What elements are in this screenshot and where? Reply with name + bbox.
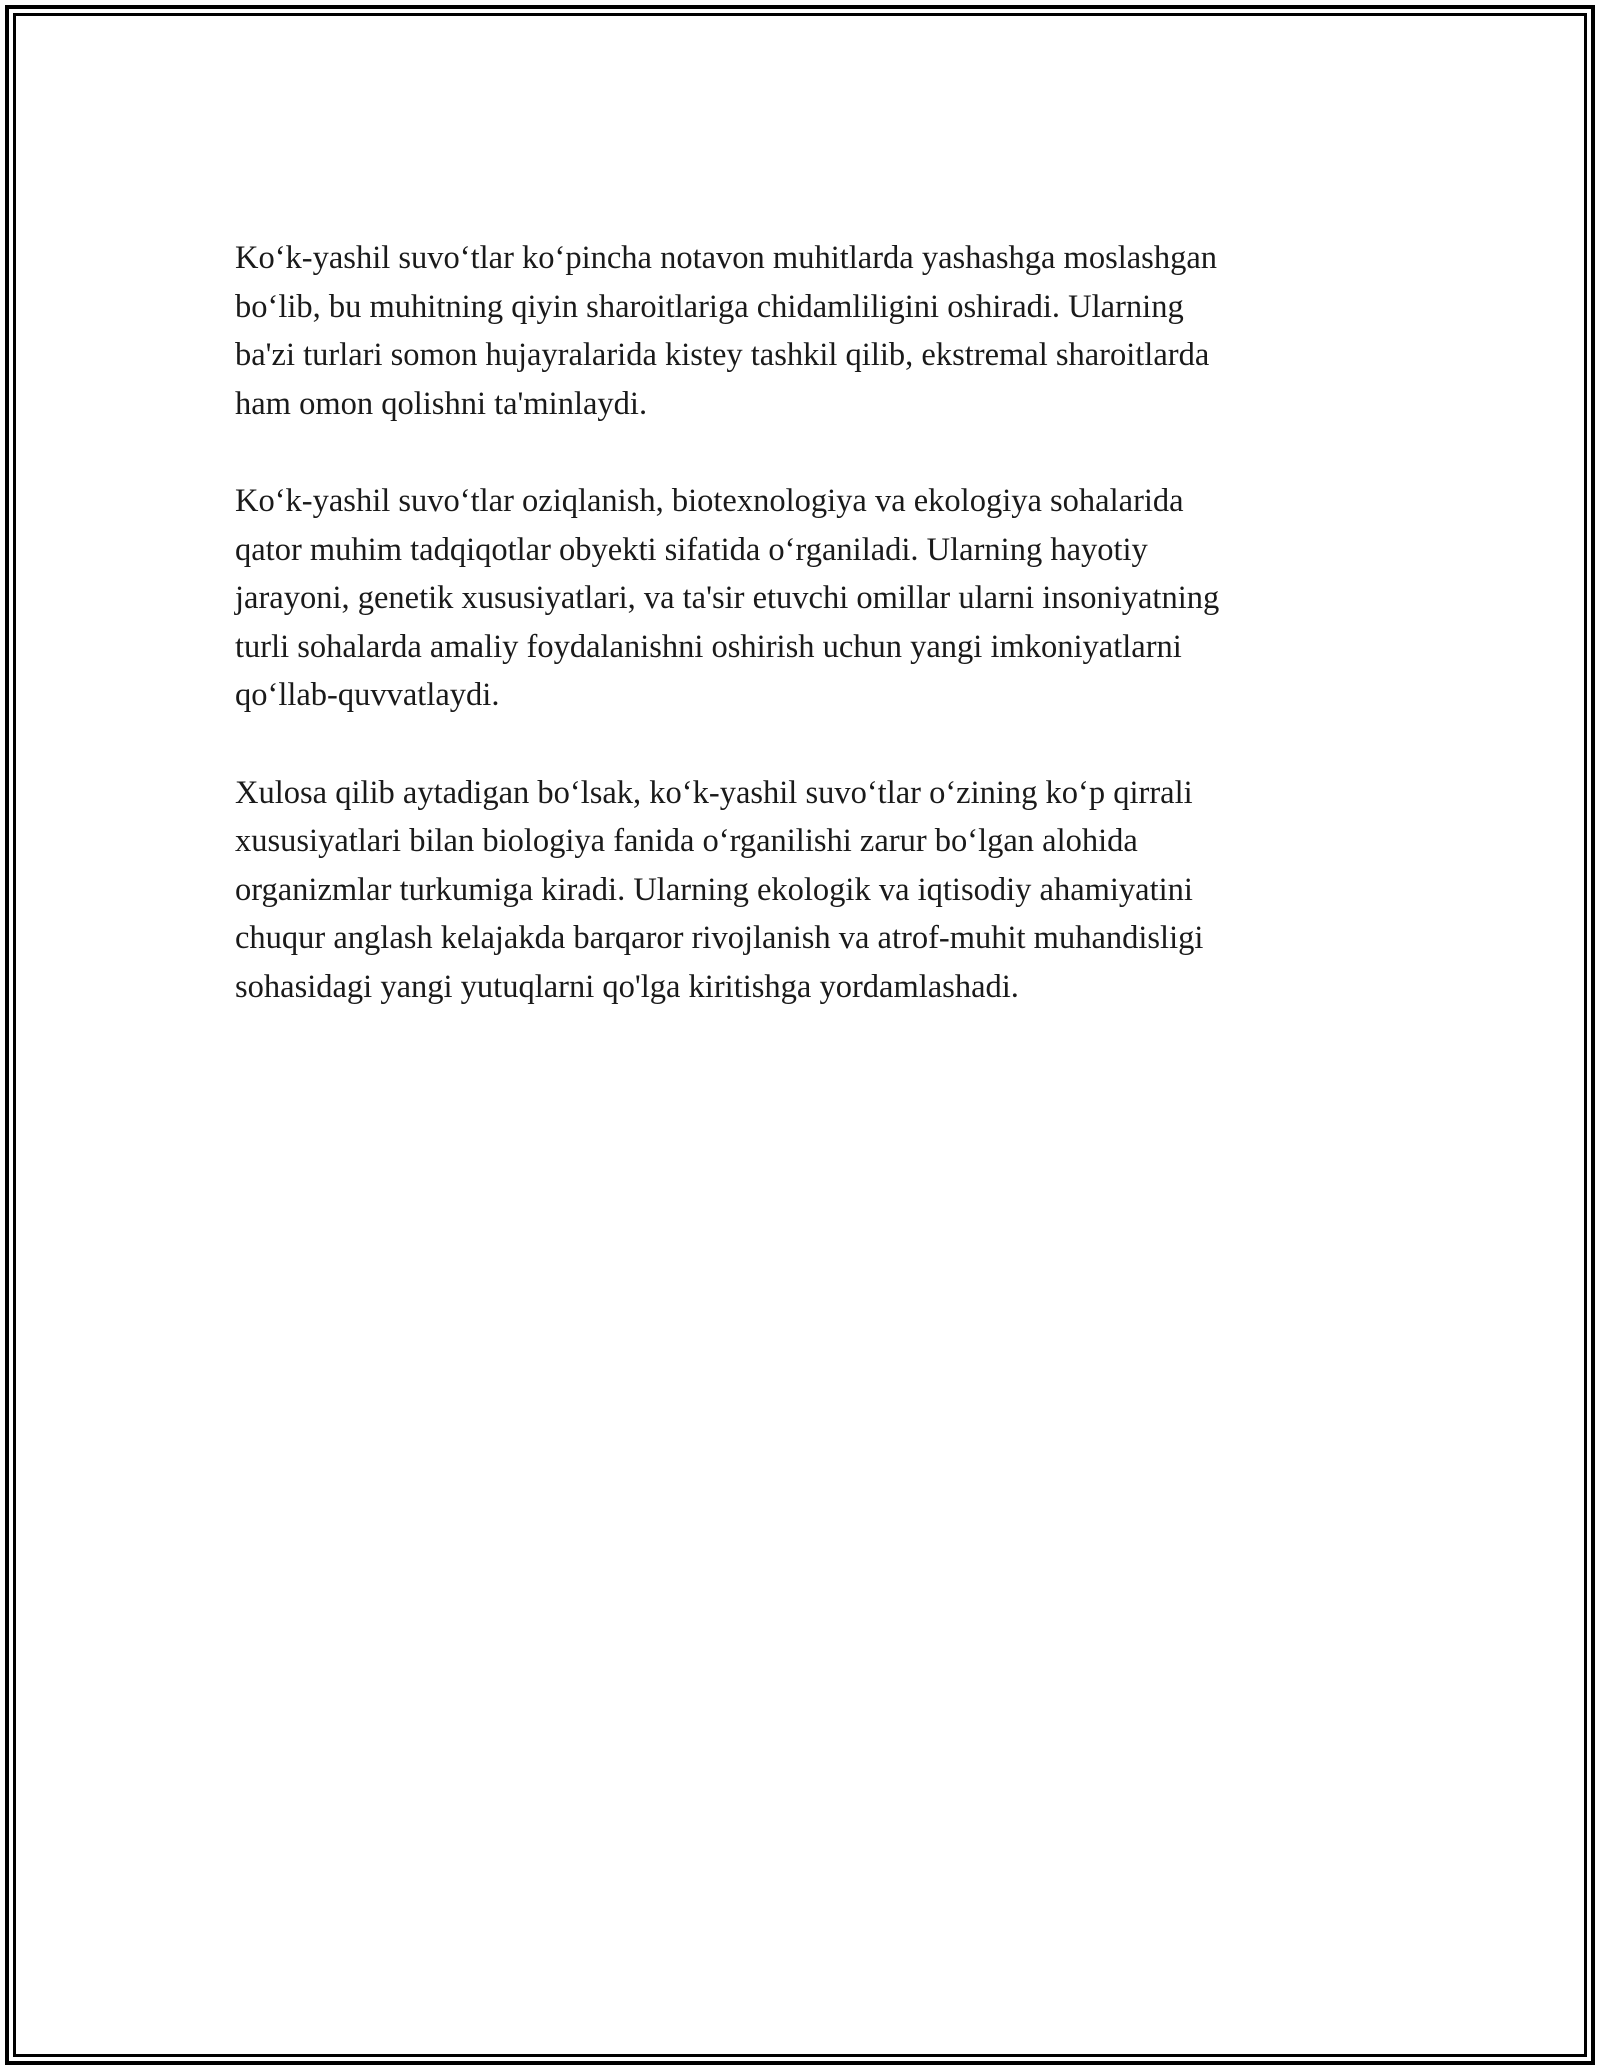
text-line: turli sohalarda amaliy foydalanishni oshirish uchun yangi imkoniyatlarni — [235, 628, 1182, 665]
text-line: boʻlib, bu muhitning qiyin sharoitlariga chidamliligini oshiradi. Ularning — [235, 288, 1184, 325]
paragraph-1 — [235, 234, 1360, 428]
text-line: Koʻk-yashil suvoʻtlar koʻpincha notavon muhitlarda yashashga moslashgan — [235, 240, 1217, 276]
text-line: sohasidagi yangi yutuqlarni qo'lga kiritishga yordamlashadi. — [235, 968, 1019, 1005]
text-line: ba'zi turlari somon hujayralarida kistey tashkil qilib, ekstremal sharoitlarda — [235, 337, 1210, 374]
paragraph-3 — [235, 769, 1360, 1012]
text-line: ham omon qolishni ta'minlaydi. — [235, 385, 648, 422]
paragraph-2 — [235, 477, 1360, 720]
text-line: qator muhim tadqiqotlar obyekti sifatida oʻrganiladi. Ularning hayotiy — [235, 531, 1148, 568]
text-line: qoʻllab-quvvatlaydi. — [235, 677, 500, 714]
text-line: jarayoni, genetik xususiyatlari, va ta'sir etuvchi omillar ularni insoniyatning — [235, 580, 1220, 617]
text-line: Xulosa qilib aytadigan boʻlsak, koʻk-yashil suvoʻtlar oʻzining koʻp qirrali — [235, 774, 1193, 811]
text-line: xususiyatlari bilan biologiya fanida oʻrganilishi zarur boʻlgan alohida — [235, 823, 1138, 860]
text-line: organizmlar turkumiga kiradi. Ularning ekologik va iqtisodiy ahamiyatini — [235, 871, 1193, 908]
text-line: chuqur anglash kelajakda barqaror rivojlanish va atrof-muhit muhandisligi — [235, 920, 1204, 957]
text-line: Koʻk-yashil suvoʻtlar oziqlanish, biotexnologiya va ekologiya sohalarida — [235, 482, 1184, 519]
document-body — [235, 234, 1360, 1060]
